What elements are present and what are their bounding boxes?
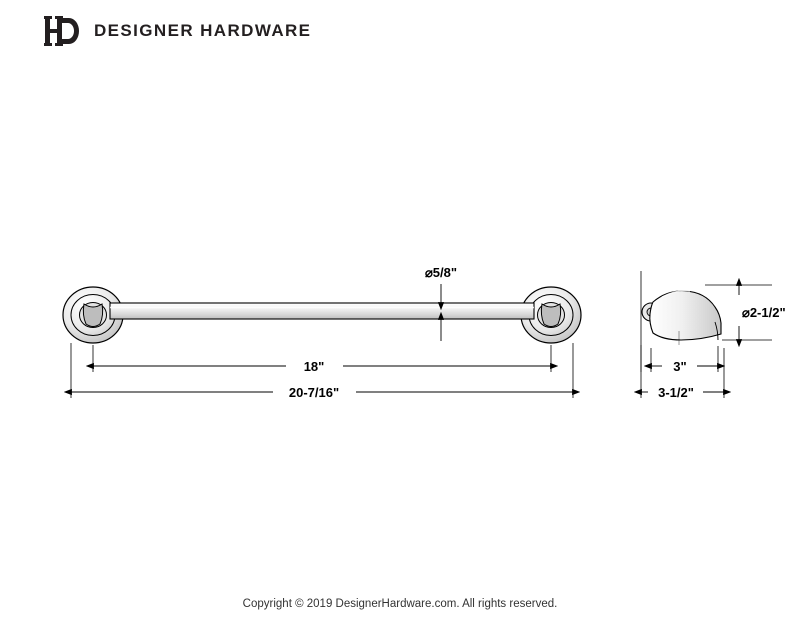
- dim-overall-length: 20-7/16": [288, 385, 340, 400]
- dim-overall-projection: 3-1/2": [658, 385, 694, 400]
- dim-bar-diameter: ⌀5/8": [424, 265, 458, 280]
- copyright-footer: Copyright © 2019 DesignerHardware.com. All rights reserved.: [242, 598, 558, 610]
- dim-post-diameter: ⌀2-1/2": [742, 305, 786, 320]
- dim-center-to-center: 18": [303, 359, 325, 374]
- towel-bar-front-view-graphic: [63, 265, 581, 400]
- dim-projection: 3": [673, 359, 687, 374]
- brand-title: DESIGNER HARDWARE: [94, 21, 312, 40]
- towel-bar-side-view-graphic: [641, 271, 786, 400]
